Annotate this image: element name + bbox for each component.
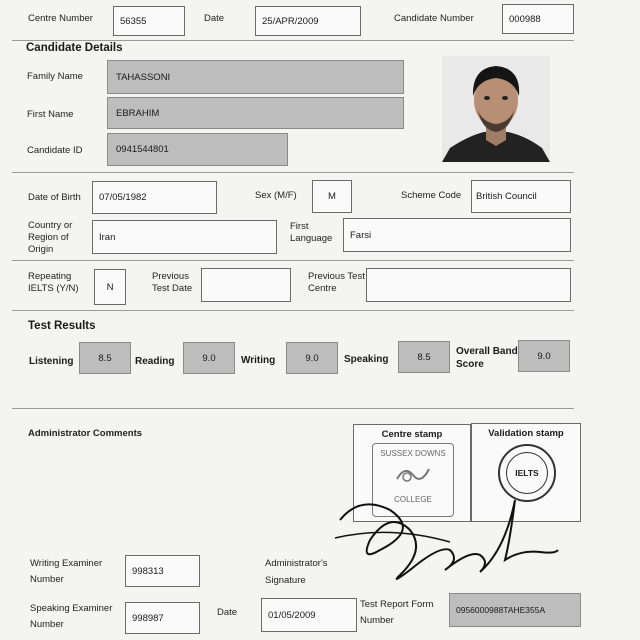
country-label: Country or Region of Origin: [28, 220, 73, 255]
candidate-id-field: 0941544801: [107, 133, 288, 166]
admin-date-label: Date: [217, 607, 238, 618]
writing-examiner-field: 998313: [125, 555, 200, 587]
previous-test-date-field: [201, 268, 291, 302]
candidate-photo: [442, 56, 550, 162]
candidate-number-label: Candidate Number: [394, 13, 474, 24]
first-language-label: First Language: [290, 221, 333, 244]
family-name-field: TAHASSONI: [107, 60, 404, 94]
administrator-signature-label: Administrator's Signature: [265, 558, 328, 587]
validation-stamp-label: Validation stamp: [488, 428, 564, 439]
divider: [12, 40, 574, 41]
date-label: Date: [204, 13, 225, 24]
divider: [12, 260, 574, 261]
administrator-comments-label: Administrator Comments: [28, 428, 143, 439]
centre-stamp-label: Centre stamp: [381, 429, 443, 440]
dob-field: 07/05/1982: [92, 181, 217, 214]
centre-stamp-text: SUSSEX DOWNS: [380, 449, 446, 458]
previous-test-centre-label: Previous Test Centre: [308, 271, 365, 294]
dob-label: Date of Birth: [28, 192, 81, 203]
first-language-field: Farsi: [343, 218, 571, 252]
test-results-title: Test Results: [28, 320, 96, 332]
listening-label: Listening: [29, 356, 74, 367]
reading-score: 9.0: [183, 342, 235, 374]
previous-test-centre-field: [366, 268, 571, 302]
date-field: 25/APR/2009: [255, 6, 361, 36]
writing-examiner-label: Writing Examiner Number: [30, 558, 103, 586]
scheme-code-label: Scheme Code: [401, 190, 462, 201]
scheme-code-field: British Council: [471, 180, 571, 213]
speaking-examiner-label: Speaking Examiner Number: [30, 603, 113, 631]
portrait-icon: [442, 56, 550, 162]
divider: [12, 172, 574, 173]
repeating-field: N: [94, 269, 126, 305]
repeating-label: Repeating IELTS (Y/N): [28, 271, 79, 294]
centre-number-label: Centre Number: [28, 13, 93, 24]
divider: [12, 408, 574, 409]
overall-band-label: Overall Band Score: [456, 346, 518, 370]
college-logo-icon: [393, 461, 433, 487]
overall-band-score: 9.0: [518, 340, 570, 372]
trf-number-field: 0956000988TAHE355A: [449, 593, 581, 627]
signature-scribble: [330, 490, 560, 590]
country-field: Iran: [92, 220, 277, 254]
centre-stamp-text2: COLLEGE: [394, 495, 432, 504]
trf-number-label: Test Report Form Number: [360, 599, 434, 627]
listening-score: 8.5: [79, 342, 131, 374]
speaking-score: 8.5: [398, 341, 450, 373]
candidate-number-field: 000988: [502, 4, 574, 34]
candidate-details-title: Candidate Details: [26, 42, 123, 54]
centre-number-field: 56355: [113, 6, 185, 36]
reading-label: Reading: [135, 356, 175, 367]
speaking-examiner-field: 998987: [125, 602, 200, 634]
first-name-label: First Name: [27, 109, 74, 120]
writing-score: 9.0: [286, 342, 338, 374]
previous-test-date-label: Previous Test Date: [152, 271, 193, 294]
admin-date-field: 01/05/2009: [261, 598, 357, 632]
sex-field: M: [312, 180, 352, 213]
family-name-label: Family Name: [27, 71, 83, 82]
writing-label: Writing: [241, 355, 276, 366]
candidate-id-label: Candidate ID: [27, 145, 83, 156]
first-name-field: EBRAHIM: [107, 97, 404, 129]
sex-label: Sex (M/F): [255, 190, 297, 201]
ielts-seal-text: IELTS: [506, 452, 548, 494]
divider: [12, 310, 574, 311]
speaking-label: Speaking: [344, 354, 389, 365]
